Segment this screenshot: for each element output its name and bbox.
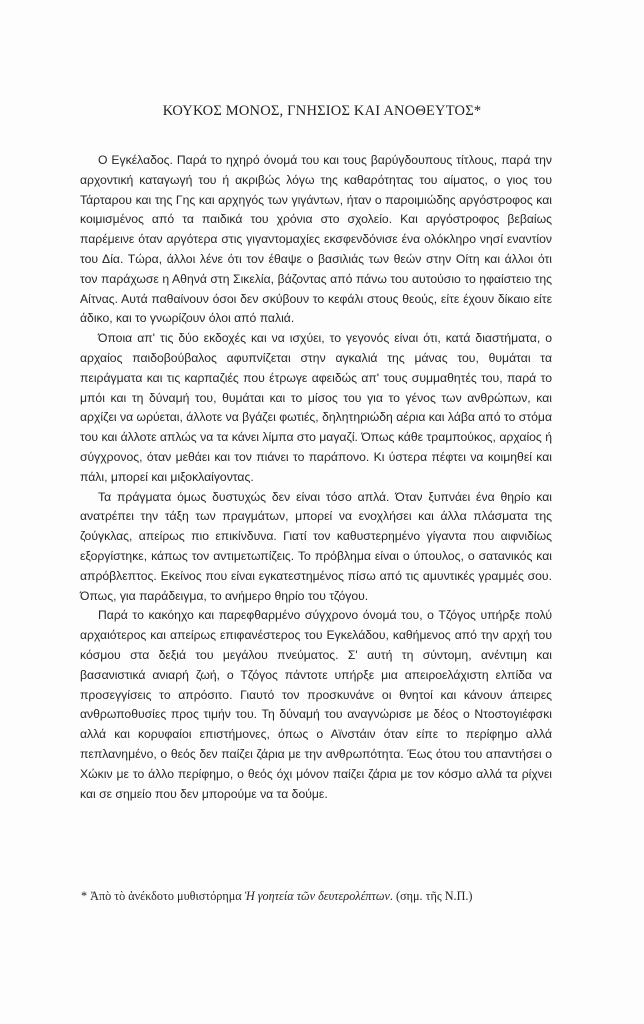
paragraph-2: Όποια απ' τις δύο εκδοχές και να ισχύει, το γεγονός είναι ότι, κατά διαστήματα, ο αρχαίος παιδοβούβαλος αφυπνίζεται στην αγκαλιά της μάνας του, θυμάται τα πειράγματα και τις καρπαζιές που έτρωγε αφειδώς απ' τους συμμαθητές του, παρά το μπόι και τη δύναμή του, θυμάται και το μίσος του για το γένος των ανθρώπων, και αρχίζει να ωρύεται, άλλοτε να βγάζει φωτιές, δηλητηριώδη αέρια και λάβα από το στόμα του και άλλοτε απλώς να τα κάνει λίμπα στο μαγαζί. Όπως κάθε τραμπούκος, αρχαίος ή σύγχρονος, όταν μεθάει και τον πιάνει το παράπονο. Κι ύστερα πέφτει να κοιμηθεί και πάλι, μπορεί και μιξοκλαίγοντας. bbox=[80, 331, 552, 484]
paragraph-1: Ο Εγκέλαδος. Παρά το ηχηρό όνομά του και τους βαρύγδουπους τίτλους, παρά την αρχοντική καταγωγή του ή ακριβώς λόγω της καθαρότητας του αίματος, ο γιος του Τάρταρου και της Γης και αρχηγός των γιγάντων, ήταν ο παροιμιώδης αργόστροφος και κοιμισμένος από τα παιδικά του χρόνια στο σχολείο. Και αργόστροφος βεβαίως παρέμεινε όταν αργότερα στις γιγαντομαχίες εκσφενδόνισε ένα ολόκληρο νησί εναντίον του Δία. Τώρα, άλλοι λένε ότι τον έθαψε ο βασιλιάς των θεών στην Οίτη και άλλοι ότι τον παράχωσε η Αθηνά στη Σικελία, βάζοντας από πάνω του αυτούσιο το ηφαίστειο της Αίτνας. Αυτά παθαίνουν όσοι δεν σκύβουν το κεφάλι στους θεούς, είτε έχουν δίκαιο είτε άδικο, και το γνωρίζουν όλοι από παλιά. bbox=[80, 153, 552, 326]
body-text bbox=[80, 151, 552, 804]
footnote-book-title: Ἡ γοητεία τῶν δευτερολέπτων bbox=[244, 889, 390, 903]
paragraph-4: Παρά το κακόηχο και παρεφθαρμένο σύγχρονο όνομά του, ο Τζόγος υπήρξε πολύ αρχαιότερος και απείρως επιφανέστερος του Εγκελάδου, καθήμενος από την αρχή του κόσμου στα δεξιά του μεγάλου πνεύματος. Σ' αυτή τη σύντομη, ανέντιμη και βασανιστικά ανιαρή ζωή, ο Τζόγος πάντοτε υπήρξε μια απειροελάχιστη ελπίδα να προσεγγίσεις το απρόσιτο. Γιαυτό τον προσκυνάνε οι θνητοί και κάνουν άπειρες ανθρωποθυσίες προς τιμήν του. Τη δύναμή του αναγνώρισε με δέος ο Ντοστογιέφσκι αλλά και κορυφαίοι επιστήμονες, όπως ο Αϊνστάιν όταν είπε το περίφημο αλλά πεπλανημένο, ο θεός δεν παίζει ζάρια με την ανθρωπότητα. Έως ότου του απαντήσει ο Χώκιν με το άλλο περίφημο, ο θεός όχι μόνον παίζει ζάρια με τον κόσμο αλλά τα ρίχνει και σε σημείο που δεν μπορούμε να τα δούμε. bbox=[80, 608, 552, 801]
paragraph-3: Τα πράγματα όμως δυστυχώς δεν είναι τόσο απλά. Όταν ξυπνάει ένα θηρίο και ανατρέπει την τάξη των πραγμάτων, μπορεί να ενοχλήσει και άλλα πλάσματα της ζούγκλας, απείρως πιο επικίνδυνα. Γιατί τον καθυστερημένο γίγαντα που αιφνιδίως εξοργίστηκε, κάπως τον αντιμετωπίζεις. Το πρόβλημα είναι ο ύπουλος, ο σατανικός και απρόβλεπτος. Εκείνος που είναι εγκατεστημένος πίσω από τις αμυντικές γραμμές σου. Όπως, για παράδειγμα, το ανήμερο θηρίο του τζόγου. bbox=[80, 489, 552, 603]
footnote-suffix: . (σημ. τῆς Ν.Π.) bbox=[389, 889, 473, 903]
footnote-prefix: * Ἀπὸ τὸ ἀνέκδοτο μυθιστόρημα bbox=[81, 889, 245, 903]
chapter-title: ΚΟΥΚΟΣ ΜΟΝΟΣ, ΓΝΗΣΙΟΣ ΚΑΙ ΑΝΟΘΕΥΤΟΣ* bbox=[162, 103, 482, 119]
footnote bbox=[81, 889, 561, 904]
